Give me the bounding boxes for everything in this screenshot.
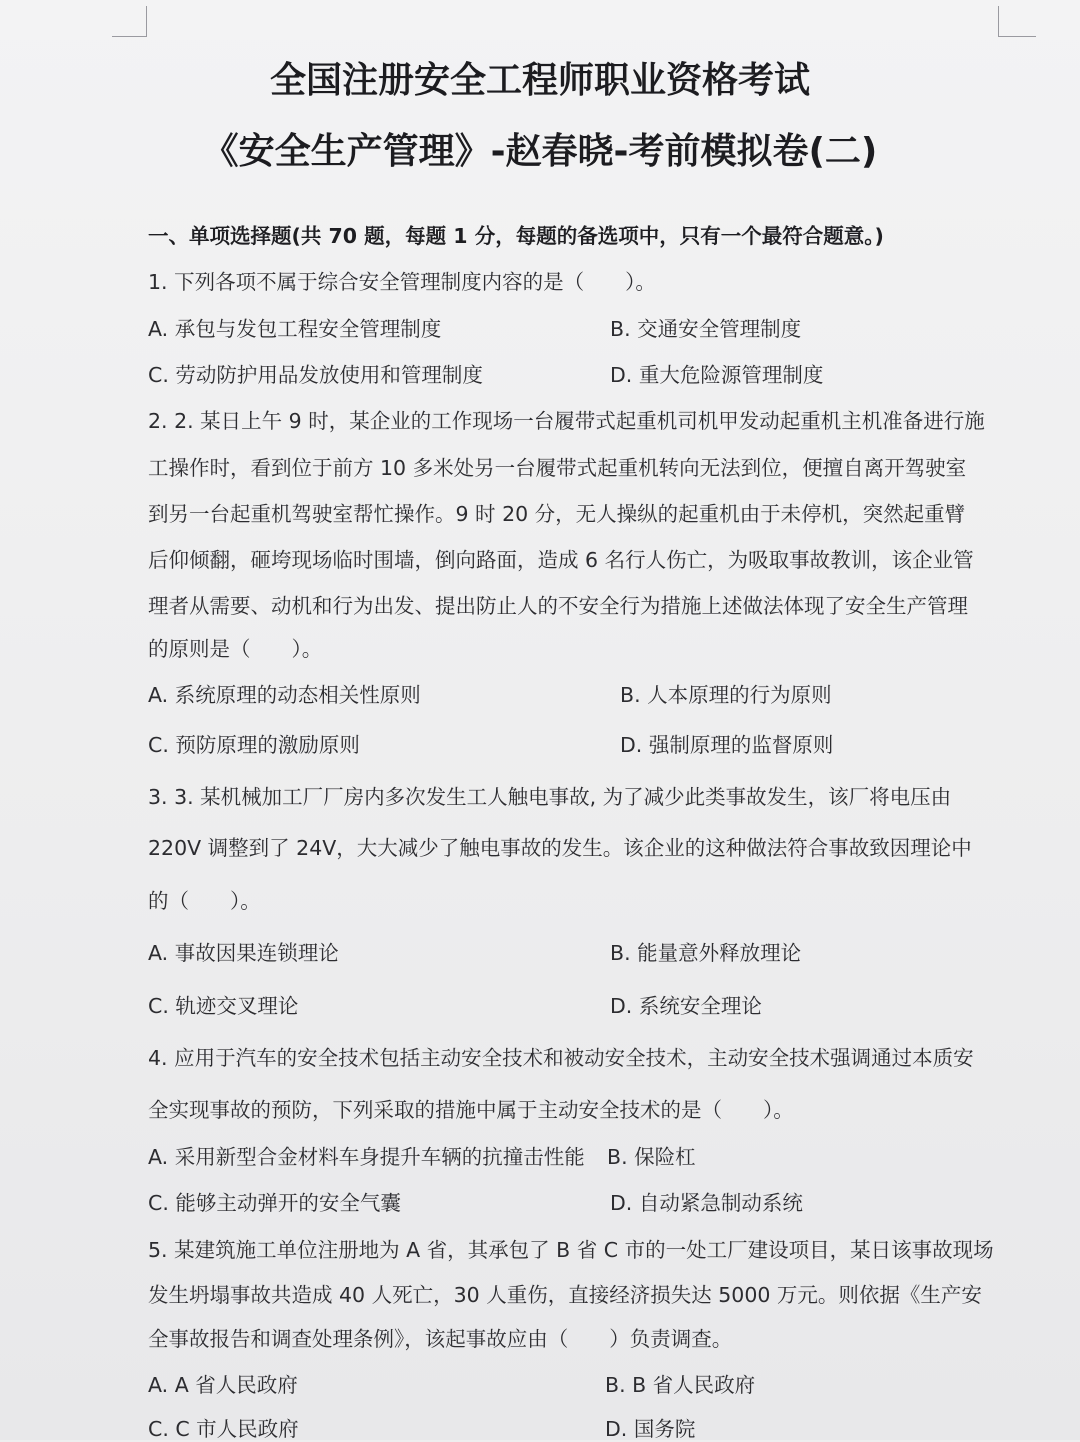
question-2-stem: 工操作时，看到位于前方 10 多米处另一台履带式起重机转向无法到位，便擅自离开驾驶室 <box>148 456 967 480</box>
question-2-stem: 后仰倾翻，砸垮现场临时围墙，倒向路面，造成 6 名行人伤亡，为吸取事故教训，该企业管 <box>148 548 974 572</box>
question-1-option-c: C. 劳动防护用品发放使用和管理制度 <box>148 363 483 387</box>
question-3-option-d: D. 系统安全理论 <box>610 994 762 1018</box>
question-3-stem: 220V 调整到了 24V，大大减少了触电事故的发生。该企业的这种做法符合事故致因理论中 <box>148 836 972 860</box>
question-3-option-a: A. 事故因果连锁理论 <box>148 941 339 965</box>
question-5-option-d: D. 国务院 <box>605 1417 696 1441</box>
question-2-option-c: C. 预防原理的激励原则 <box>148 733 360 757</box>
question-4-option-c: C. 能够主动弹开的安全气囊 <box>148 1191 401 1215</box>
crop-mark <box>146 6 147 36</box>
page-title: 全国注册安全工程师职业资格考试 <box>269 60 810 101</box>
question-4-option-d: D. 自动紧急制动系统 <box>610 1191 803 1215</box>
question-1-option-d: D. 重大危险源管理制度 <box>610 363 824 387</box>
question-5-stem: 5. 某建筑施工单位注册地为 A 省，其承包了 B 省 C 市的一处工厂建设项目，某日该事故现场 <box>148 1238 994 1262</box>
question-5-option-b: B. B 省人民政府 <box>605 1373 756 1397</box>
crop-mark <box>112 36 147 37</box>
question-2-stem: 2. 2. 某日上午 9 时，某企业的工作现场一台履带式起重机司机甲发动起重机主机准备进行施 <box>148 409 985 433</box>
section-heading: 一、单项选择题(共 70 题，每题 1 分，每题的备选项中，只有一个最符合题意。) <box>148 224 884 248</box>
question-5-option-a: A. A 省人民政府 <box>148 1373 298 1397</box>
crop-mark <box>998 36 1036 37</box>
question-5-stem: 发生坍塌事故共造成 40 人死亡，30 人重伤，直接经济损失达 5000 万元。则依据《生产安 <box>148 1283 982 1307</box>
question-4-option-b: B. 保险杠 <box>607 1145 696 1169</box>
crop-mark <box>998 6 999 36</box>
question-4-stem: 4. 应用于汽车的安全技术包括主动安全技术和被动安全技术，主动安全技术强调通过本质安 <box>148 1046 974 1070</box>
question-3-option-b: B. 能量意外释放理论 <box>610 941 802 965</box>
question-2-stem: 到另一台起重机驾驶室帮忙操作。9 时 20 分，无人操纵的起重机由于未停机，突然起重臂 <box>148 502 966 526</box>
question-2-option-a: A. 系统原理的动态相关性原则 <box>148 683 421 707</box>
question-2-option-b: B. 人本原理的行为原则 <box>620 683 832 707</box>
question-1-option-b: B. 交通安全管理制度 <box>610 317 802 341</box>
question-4-stem: 全实现事故的预防，下列采取的措施中属于主动安全技术的是（ ）。 <box>148 1098 794 1122</box>
question-3-option-c: C. 轨迹交叉理论 <box>148 994 299 1018</box>
page-subtitle: 《安全生产管理》-赵春晓-考前模拟卷(二) <box>202 131 878 172</box>
question-5-stem: 全事故报告和调查处理条例》，该起事故应由（ ）负责调查。 <box>148 1327 733 1351</box>
question-2-stem: 的原则是（ ）。 <box>148 637 323 661</box>
question-2-option-d: D. 强制原理的监督原则 <box>620 733 834 757</box>
question-4-option-a: A. 采用新型合金材料车身提升车辆的抗撞击性能 <box>148 1145 585 1169</box>
question-3-stem: 的（ ）。 <box>148 889 261 913</box>
question-1-option-a: A. 承包与发包工程安全管理制度 <box>148 317 442 341</box>
question-2-stem: 理者从需要、动机和行为出发、提出防止人的不安全行为措施上述做法体现了安全生产管理 <box>148 594 968 618</box>
question-3-stem: 3. 3. 某机械加工厂厂房内多次发生工人触电事故, 为了减少此类事故发生，该厂将电压由 <box>148 785 952 809</box>
question-1-stem: 1. 下列各项不属于综合安全管理制度内容的是（ ）。 <box>148 270 656 294</box>
question-5-option-c: C. C 市人民政府 <box>148 1417 299 1441</box>
